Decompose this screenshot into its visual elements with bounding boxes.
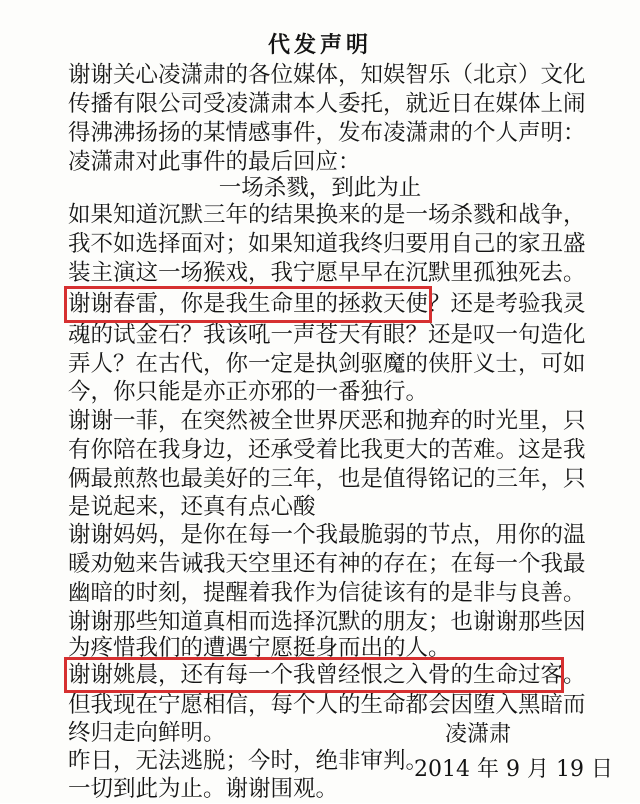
text-line: 是说起来，还真有点心酸 bbox=[68, 494, 316, 520]
text-line: 但我现在宁愿相信，每个人的生命都会因堕入黑暗而 bbox=[68, 692, 586, 718]
text-line: 凌潇肃对此事件的最后回应： bbox=[68, 149, 361, 175]
statement-date: 2014 年 9 月 19 日 bbox=[414, 757, 613, 782]
text-line: 谢谢那些知道真相而选择沉默的朋友；也谢谢那些因 bbox=[68, 609, 586, 635]
text-line: 有你陪在我身边，还承受着比我更大的苦难。这是我 bbox=[68, 437, 586, 463]
text-line: 今，你只能是亦正亦邪的一番独行。 bbox=[68, 379, 429, 405]
text-line: 谢谢一菲，在突然被全世界厌恶和抛弃的时光里，只 bbox=[68, 408, 586, 434]
text-line: 我不如选择面对；如果知道我终归要用自己的家丑盛 bbox=[68, 231, 586, 257]
text-line: 终归走向鲜明。 bbox=[68, 720, 226, 746]
text-line: 装主演这一场猴戏，我宁愿早早在沉默里孤独死去。 bbox=[68, 260, 586, 286]
text-line: 如果知道沉默三年的结果换来的是一场杀戮和战争， bbox=[68, 202, 586, 228]
text-line: 一切到此为止。谢谢围观。 bbox=[68, 776, 339, 802]
text-line: 俩最煎熬也最美好的三年，也是值得铭记的三年，只 bbox=[68, 466, 586, 492]
text-line-highlighted: 谢谢姚晨，还有每一个我曾经恨之入骨的生命过客。 bbox=[68, 662, 586, 688]
text-line: 昨日，无法逃脱；今时，绝非审判。 bbox=[68, 748, 429, 774]
text-line: 谢谢妈妈，是你在每一个我最脆弱的节点，用你的温 bbox=[68, 522, 586, 548]
text-line: 得沸沸扬扬的某情感事件，发布凌潇肃的个人声明： bbox=[68, 120, 586, 146]
highlight-box-chunlei bbox=[64, 286, 432, 323]
text-line: 谢谢关心凌潇肃的各位媒体，知娱智乐（北京）文化 bbox=[68, 62, 586, 88]
text-line-highlighted: 谢谢春雷，你是我生命里的拯救天使？还是考验我灵 bbox=[68, 291, 586, 317]
text-line: 为疼惜我们的遭遇宁愿挺身而出的人。 bbox=[68, 635, 451, 661]
text-line: 传播有限公司受凌潇肃本人委托，就近日在媒体上闹 bbox=[68, 91, 586, 117]
text-line: 暖劝勉来告诫我天空里还有神的存在；在每一个我最 bbox=[68, 551, 586, 577]
highlight-box-yaochen bbox=[64, 657, 564, 693]
signature: 凌潇肃 bbox=[445, 722, 512, 747]
document-title: 代发声明 bbox=[267, 32, 372, 58]
text-line: 幽暗的时刻，提醒着我作为信徒该有的是非与良善。 bbox=[68, 580, 586, 606]
text-line: 魂的试金石？我该吼一声苍天有眼？还是叹一句造化 bbox=[68, 322, 586, 348]
text-line: 弄人？在古代，你一定是执剑驱魔的侠肝义士，可如 bbox=[68, 351, 586, 377]
statement-subtitle: 一场杀戮，到此为止 bbox=[218, 175, 422, 201]
